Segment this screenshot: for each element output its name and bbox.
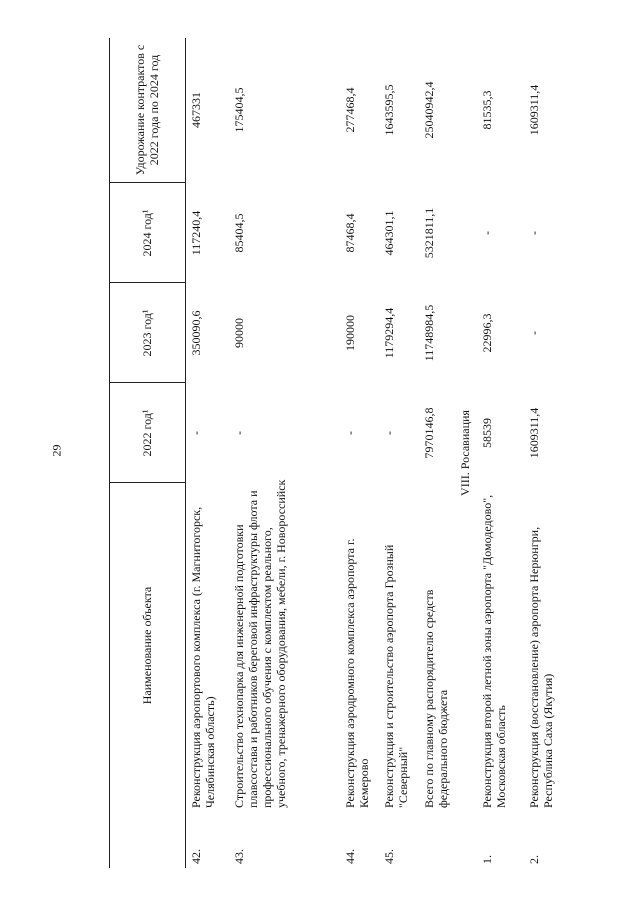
row-2022: - (189, 431, 203, 435)
row-2022: - (382, 431, 396, 435)
row-increase: 1643595,5 (382, 84, 396, 136)
row-2022: - (232, 431, 246, 435)
row-2022: 58539 (480, 418, 494, 448)
row-2023: 350090,6 (189, 310, 203, 356)
row-2024: 87468,4 (343, 213, 357, 253)
header-2023: 2023 год¹ (140, 309, 154, 357)
row-2022: - (343, 431, 357, 435)
row-num: 1. (480, 855, 494, 864)
row-2024: - (527, 231, 541, 235)
row-2023: 90000 (232, 318, 246, 348)
row-2023: 190000 (343, 315, 357, 351)
row-num: 45. (382, 849, 396, 864)
page-number: 29 (49, 444, 64, 457)
row-2024: 464301,1 (382, 210, 396, 256)
row-2024: 5321811,1 (422, 207, 436, 259)
header-name: Наименование объекта (140, 586, 154, 705)
row-increase: 81535,3 (480, 90, 494, 130)
row-name: Реконструкция и строительство аэропорта Грозный "Северный" (382, 544, 410, 808)
row-num: 2. (527, 855, 541, 864)
header-increase: Удорожание контрактов с 2022 года по 2024 год (133, 44, 161, 176)
header-2022: 2022 год¹ (140, 409, 154, 457)
row-increase: 1609311,4 (527, 84, 541, 136)
header-2024: 2024 год¹ (140, 209, 154, 257)
row-name: Реконструкция аэродромного комплекса аэропорта г. Кемерово (343, 538, 371, 808)
row-increase: 277468,4 (343, 87, 357, 133)
row-num: 42. (189, 849, 203, 864)
row-2024: 117240,4 (189, 210, 203, 256)
row-2022: 1609311,4 (527, 407, 541, 459)
row-2023: 22996,3 (480, 313, 494, 353)
row-2024: - (480, 231, 494, 235)
row-2023: 1179294,4 (382, 307, 396, 359)
row-2023: 11748984,5 (422, 304, 436, 362)
row-2022: 7970146,8 (422, 407, 436, 459)
rotated-table (75, 38, 625, 868)
row-num: 44. (343, 849, 357, 864)
row-2023: - (527, 331, 541, 335)
row-increase: 175404,5 (232, 87, 246, 133)
header-bottom-rule (185, 38, 186, 868)
row-name: Реконструкция второй летной зоны аэропорта "Домодедово", Московская область (480, 494, 508, 808)
row-increase: 467331 (189, 92, 203, 128)
section-heading: VIII. Росавиация (458, 410, 472, 496)
row-name: Строительство технопарка для инженерной подготовки плавсостава и работников береговой инфраструктуры флота и профессионального обучения с комплектом реального, учебного, тренажерного оборудования, мебели, г. Новороссийск (232, 479, 288, 808)
row-2024: 85404,5 (232, 213, 246, 253)
row-increase: 25040942,4 (422, 81, 436, 139)
row-name: Реконструкция аэропортового комплекса (г. Магнитогорск, Челябинская область) (189, 506, 217, 808)
row-name: Реконструкция (восстановление) аэропорта Нерюнгри, Республика Саха (Якутия) (527, 526, 555, 808)
row-num: 43. (232, 849, 246, 864)
row-name: Всего по главному распорядителю средств федерального бюджета (422, 589, 450, 808)
